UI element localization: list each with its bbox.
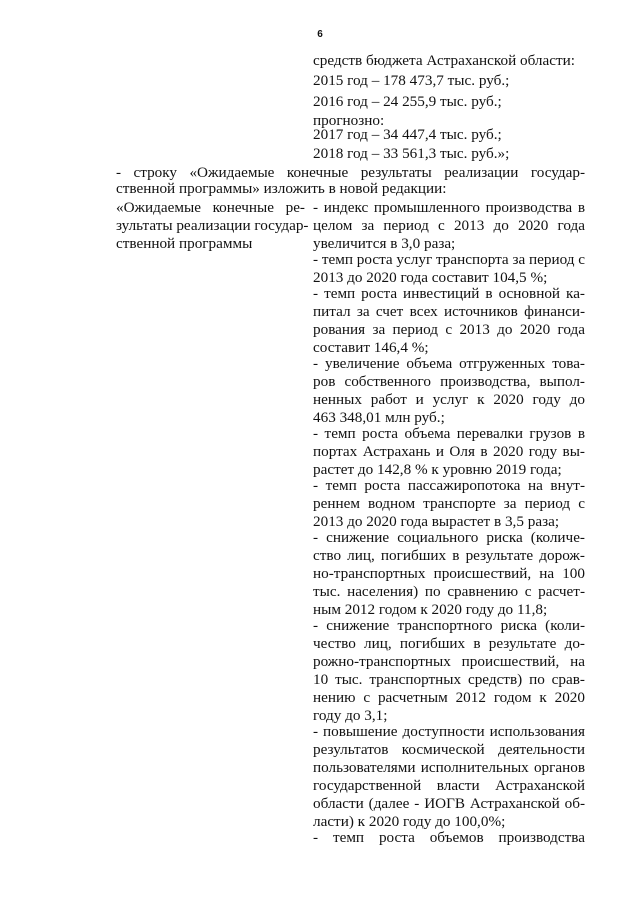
left-column-line: ственной программы [116, 235, 253, 252]
right-column-line: рожно-транспортных происшествий, на [313, 653, 585, 670]
right-column-line: области (далее - ИОГВ Астраханской об- [313, 795, 585, 812]
right-column-line: 2013 до 2020 года вырастет в 3,5 раза; [313, 513, 560, 530]
right-column-line: - индекс промышленного производства в [313, 199, 585, 216]
right-column-line: ров собственного производства, выпол- [313, 373, 585, 390]
right-column-line: нению с расчетным 2012 годом к 2020 [313, 689, 585, 706]
budget-line: 2018 год – 33 561,3 тыс. руб.»; [313, 145, 510, 162]
budget-line: 2015 год – 178 473,7 тыс. руб.; [313, 72, 510, 89]
left-column-line: «Ожидаемые конечные ре- [116, 199, 305, 216]
right-column-line: государственной власти Астраханской [313, 777, 585, 794]
right-column-line: ным 2012 годом к 2020 году до 11,8; [313, 601, 548, 618]
right-column-line: питал за счет всех источников финанси- [313, 303, 585, 320]
right-column-line: ласти) к 2020 году до 100,0%; [313, 813, 506, 830]
right-column-line: пользователями исполнительных органов [313, 759, 585, 776]
right-column-line: - темп роста пассажиропотока на внут- [313, 477, 585, 494]
right-column-line: рования за период с 2013 до 2020 года [313, 321, 585, 338]
right-column-line: - темп роста объемов производства [313, 829, 585, 846]
right-column-line: целом за период с 2013 до 2020 года [313, 217, 585, 234]
right-column-line: - темп роста объема перевалки грузов в [313, 425, 585, 442]
right-column-line: - темп роста услуг транспорта за период с [313, 251, 586, 268]
right-column-line: ненных работ и услуг к 2020 году до [313, 391, 585, 408]
right-column-line: - снижение социального риска (количе- [313, 529, 585, 546]
budget-line: средств бюджета Астраханской области: [313, 52, 575, 69]
right-column-line: 2013 до 2020 года составит 104,5 %; [313, 269, 548, 286]
budget-line: 2016 год – 24 255,9 тыс. руб.; [313, 93, 502, 110]
right-column-line: результатов космической деятельности [313, 741, 585, 758]
right-column-line: тыс. населения) по сравнению с расчет- [313, 583, 585, 600]
right-column-line: - увеличение объема отгруженных това- [313, 355, 585, 372]
right-column-line: 10 тыс. транспортных средств) по срав- [313, 671, 585, 688]
budget-line: 2017 год – 34 447,4 тыс. руб.; [313, 126, 502, 143]
right-column-line: году до 3,1; [313, 707, 388, 724]
right-column-line: - снижение транспортного риска (коли- [313, 617, 585, 634]
right-column-line: растет до 142,8 % к уровню 2019 года; [313, 461, 562, 478]
budget-line: прогнозно: [313, 112, 385, 129]
right-column-line: увеличится в 3,0 раза; [313, 235, 456, 252]
instruction-line: - строку «Ожидаемые конечные результаты реализации государ- [116, 164, 585, 181]
right-column-line: 463 348,01 млн руб.; [313, 409, 445, 426]
right-column-line: ство лиц, погибших в результате дорож- [313, 547, 585, 564]
right-column-line: - темп роста инвестиций в основной ка- [313, 285, 585, 302]
right-column-line: но-транспортных происшествий, на 100 [313, 565, 585, 582]
right-column-line: чество лиц, погибших в результате до- [313, 635, 585, 652]
right-column-line: - повышение доступности использования [313, 723, 585, 740]
instruction-line: ственной программы» изложить в новой редакции: [116, 180, 447, 197]
right-column-line: портах Астрахань и Оля в 2020 году вы- [313, 443, 585, 460]
page-number: 6 [317, 29, 323, 40]
right-column-line: составит 146,4 %; [313, 339, 429, 356]
left-column-line: зультаты реализации государ- [116, 217, 309, 234]
right-column-line: реннем водном транспорте за период с [313, 495, 585, 512]
